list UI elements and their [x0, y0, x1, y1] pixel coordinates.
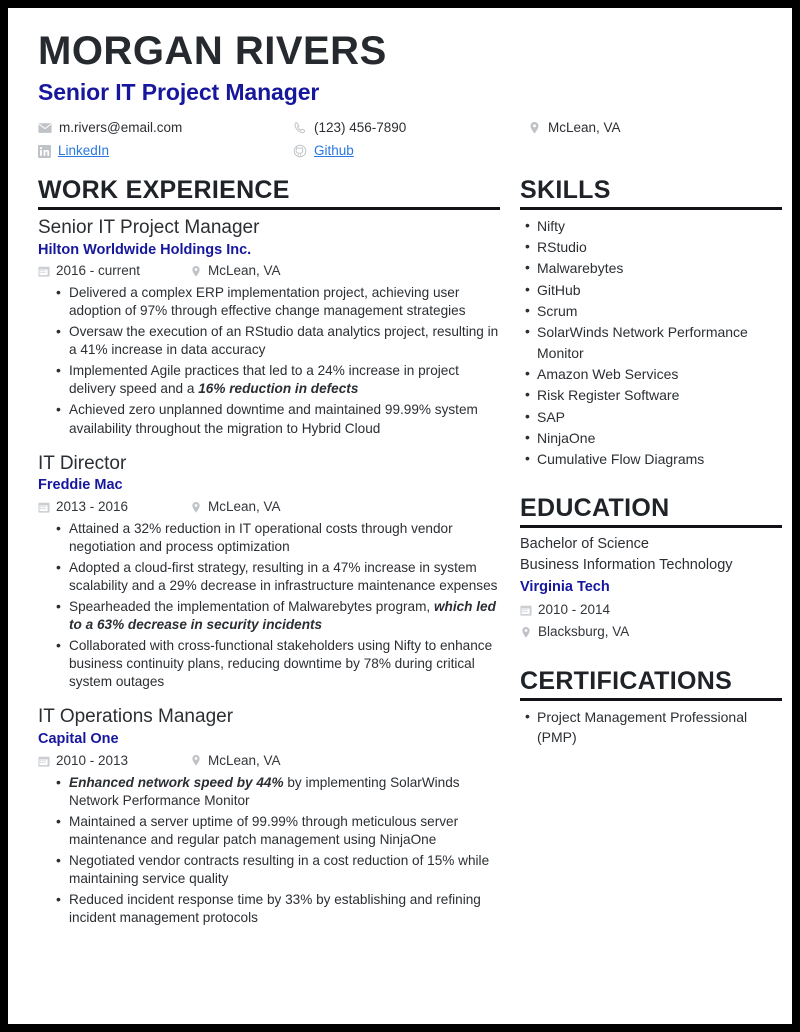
- job-entry: [38, 452, 500, 692]
- bullet-emphasis: Enhanced network speed by 44%: [69, 774, 284, 790]
- contact-email: [38, 120, 293, 136]
- education-section: [520, 495, 782, 642]
- right-column: [520, 177, 782, 748]
- job-dates: [38, 752, 190, 770]
- contact-phone-text: (123) 456-7890: [314, 120, 407, 135]
- job-location-text: McLean, VA: [208, 263, 281, 279]
- education-degree: Bachelor of Science: [520, 535, 649, 552]
- bullet-emphasis: 16% reduction in defects: [198, 381, 359, 397]
- skill-item: • SAP: [537, 407, 782, 427]
- job-bullet: • Negotiated vendor contracts resulting in a cost reduction of 15% while maintaining service quality: [69, 852, 500, 888]
- job-location-text: McLean, VA: [208, 499, 281, 515]
- calendar-icon: [520, 604, 532, 616]
- skill-item: • Malwarebytes: [537, 258, 782, 278]
- skill-item: • GitHub: [537, 280, 782, 300]
- job-entry: [38, 216, 500, 438]
- contact-linkedin[interactable]: [38, 143, 293, 159]
- linkedin-icon: [38, 145, 51, 158]
- job-bullet: • Reduced incident response time by 33% by establishing and refining incident management protocols: [69, 891, 500, 927]
- job-bullet: • Achieved zero unplanned downtime and maintained 99.99% system availability throughout the migration to Hybrid Cloud: [69, 401, 500, 437]
- resume-page: [8, 8, 792, 1024]
- contact-github-link[interactable]: Github: [314, 143, 354, 159]
- job-dates: [38, 498, 190, 516]
- skills-section: [520, 177, 782, 469]
- phone-icon: [293, 121, 307, 135]
- certification-item: • Project Management Professional (PMP): [537, 707, 782, 748]
- skill-item: • Nifty: [537, 216, 782, 236]
- job-bullet: • Oversaw the execution of an RStudio data analytics project, resulting in a 41% increase in data accuracy: [69, 323, 500, 359]
- education-location: [520, 622, 782, 642]
- job-bullet: • Enhanced network speed by 44% by implementing SolarWinds Network Performance Monitor: [69, 774, 500, 810]
- section-divider: [520, 698, 782, 701]
- job-bullet: • Implemented Agile practices that led to a 24% increase in project delivery speed and a 16% reduction in defects: [69, 362, 500, 398]
- job-dates-text: 2013 - 2016: [56, 499, 129, 515]
- job-meta: [38, 752, 500, 770]
- job-bullet: • Attained a 32% reduction in IT operational costs through vendor negotiation and process optimization: [69, 520, 500, 556]
- contact-location-text: McLean, VA: [548, 120, 621, 135]
- job-location: [190, 498, 281, 516]
- education-location-text: Blacksburg, VA: [538, 624, 630, 640]
- job-dates-text: 2016 - current: [56, 263, 141, 279]
- certifications-heading: CERTIFICATIONS: [520, 667, 733, 696]
- location-pin-icon: [520, 626, 532, 639]
- skills-list: [520, 216, 782, 470]
- contact-email-text: m.rivers@email.com: [59, 120, 183, 135]
- section-divider: [520, 525, 782, 528]
- contact-phone: [293, 120, 528, 136]
- skill-item: • Cumulative Flow Diagrams: [537, 449, 782, 469]
- location-pin-icon: [190, 754, 202, 767]
- resume-header: [38, 30, 762, 159]
- work-experience-heading: WORK EXPERIENCE: [38, 176, 290, 205]
- job-location: [190, 262, 281, 280]
- bullet-emphasis: which led to a 63% decrease in security incidents: [69, 599, 496, 633]
- job-dates-text: 2010 - 2013: [56, 753, 129, 769]
- job-company: Capital One: [38, 731, 119, 748]
- section-divider: [38, 207, 500, 210]
- github-icon: [293, 144, 307, 158]
- job-company: Freddie Mac: [38, 477, 123, 494]
- location-pin-icon: [190, 501, 202, 514]
- skill-item: • RStudio: [537, 237, 782, 257]
- skill-item: • NinjaOne: [537, 428, 782, 448]
- job-bullet-list: [38, 520, 500, 692]
- calendar-icon: [38, 265, 50, 277]
- job-bullet-list: [38, 284, 500, 438]
- job-title: Senior IT Project Manager: [38, 216, 260, 238]
- job-bullet: • Collaborated with cross-functional stakeholders using Nifty to enhance business continuity plans, reducing downtime by 78% during critical system outages: [69, 637, 500, 691]
- skill-item: • Risk Register Software: [537, 385, 782, 405]
- job-title: IT Director: [38, 452, 127, 474]
- skill-item: • SolarWinds Network Performance Monitor: [537, 322, 782, 363]
- left-column: [38, 177, 500, 930]
- job-location-text: McLean, VA: [208, 753, 281, 769]
- contact-linkedin-link[interactable]: LinkedIn: [58, 143, 110, 159]
- contact-details: [38, 120, 762, 159]
- job-meta: [38, 498, 500, 516]
- contact-github[interactable]: [293, 143, 528, 159]
- skill-item: • Scrum: [537, 301, 782, 321]
- job-bullet: • Delivered a complex ERP implementation project, achieving user adoption of 97% through effective change management strategies: [69, 284, 500, 320]
- education-school: Virginia Tech: [520, 578, 610, 595]
- location-pin-icon: [190, 265, 202, 278]
- job-bullet: • Maintained a server uptime of 99.99% through meticulous server maintenance and regular patch management using NinjaOne: [69, 813, 500, 849]
- calendar-icon: [38, 501, 50, 513]
- skills-heading: SKILLS: [520, 176, 611, 205]
- header-job-title: Senior IT Project Manager: [38, 79, 320, 105]
- page-title: MORGAN RIVERS: [38, 29, 387, 73]
- envelope-icon: [38, 121, 52, 135]
- job-company: Hilton Worldwide Holdings Inc.: [38, 241, 252, 258]
- job-title: IT Operations Manager: [38, 706, 234, 728]
- job-dates: [38, 262, 190, 280]
- job-bullet: • Adopted a cloud-first strategy, resulting in a 47% increase in system scalability and a 29% decrease in infrastructure maintenance expenses: [69, 559, 500, 595]
- education-dates-text: 2010 - 2014: [538, 601, 611, 617]
- work-experience-section: [38, 177, 500, 927]
- calendar-icon: [38, 755, 50, 767]
- job-bullet: • Spearheaded the implementation of Malwarebytes program, which led to a 63% decrease in security incidents: [69, 598, 500, 634]
- skill-item: • Amazon Web Services: [537, 364, 782, 384]
- certifications-section: [520, 668, 782, 747]
- job-bullet-list: [38, 774, 500, 928]
- education-field: Business Information Technology: [520, 556, 733, 573]
- education-heading: EDUCATION: [520, 494, 670, 523]
- certifications-list: [520, 707, 782, 748]
- job-entry: [38, 705, 500, 927]
- education-dates: [520, 600, 782, 620]
- contact-location: [528, 120, 762, 136]
- location-pin-icon: [528, 121, 541, 135]
- job-meta: [38, 262, 500, 280]
- section-divider: [520, 207, 782, 210]
- job-location: [190, 752, 281, 770]
